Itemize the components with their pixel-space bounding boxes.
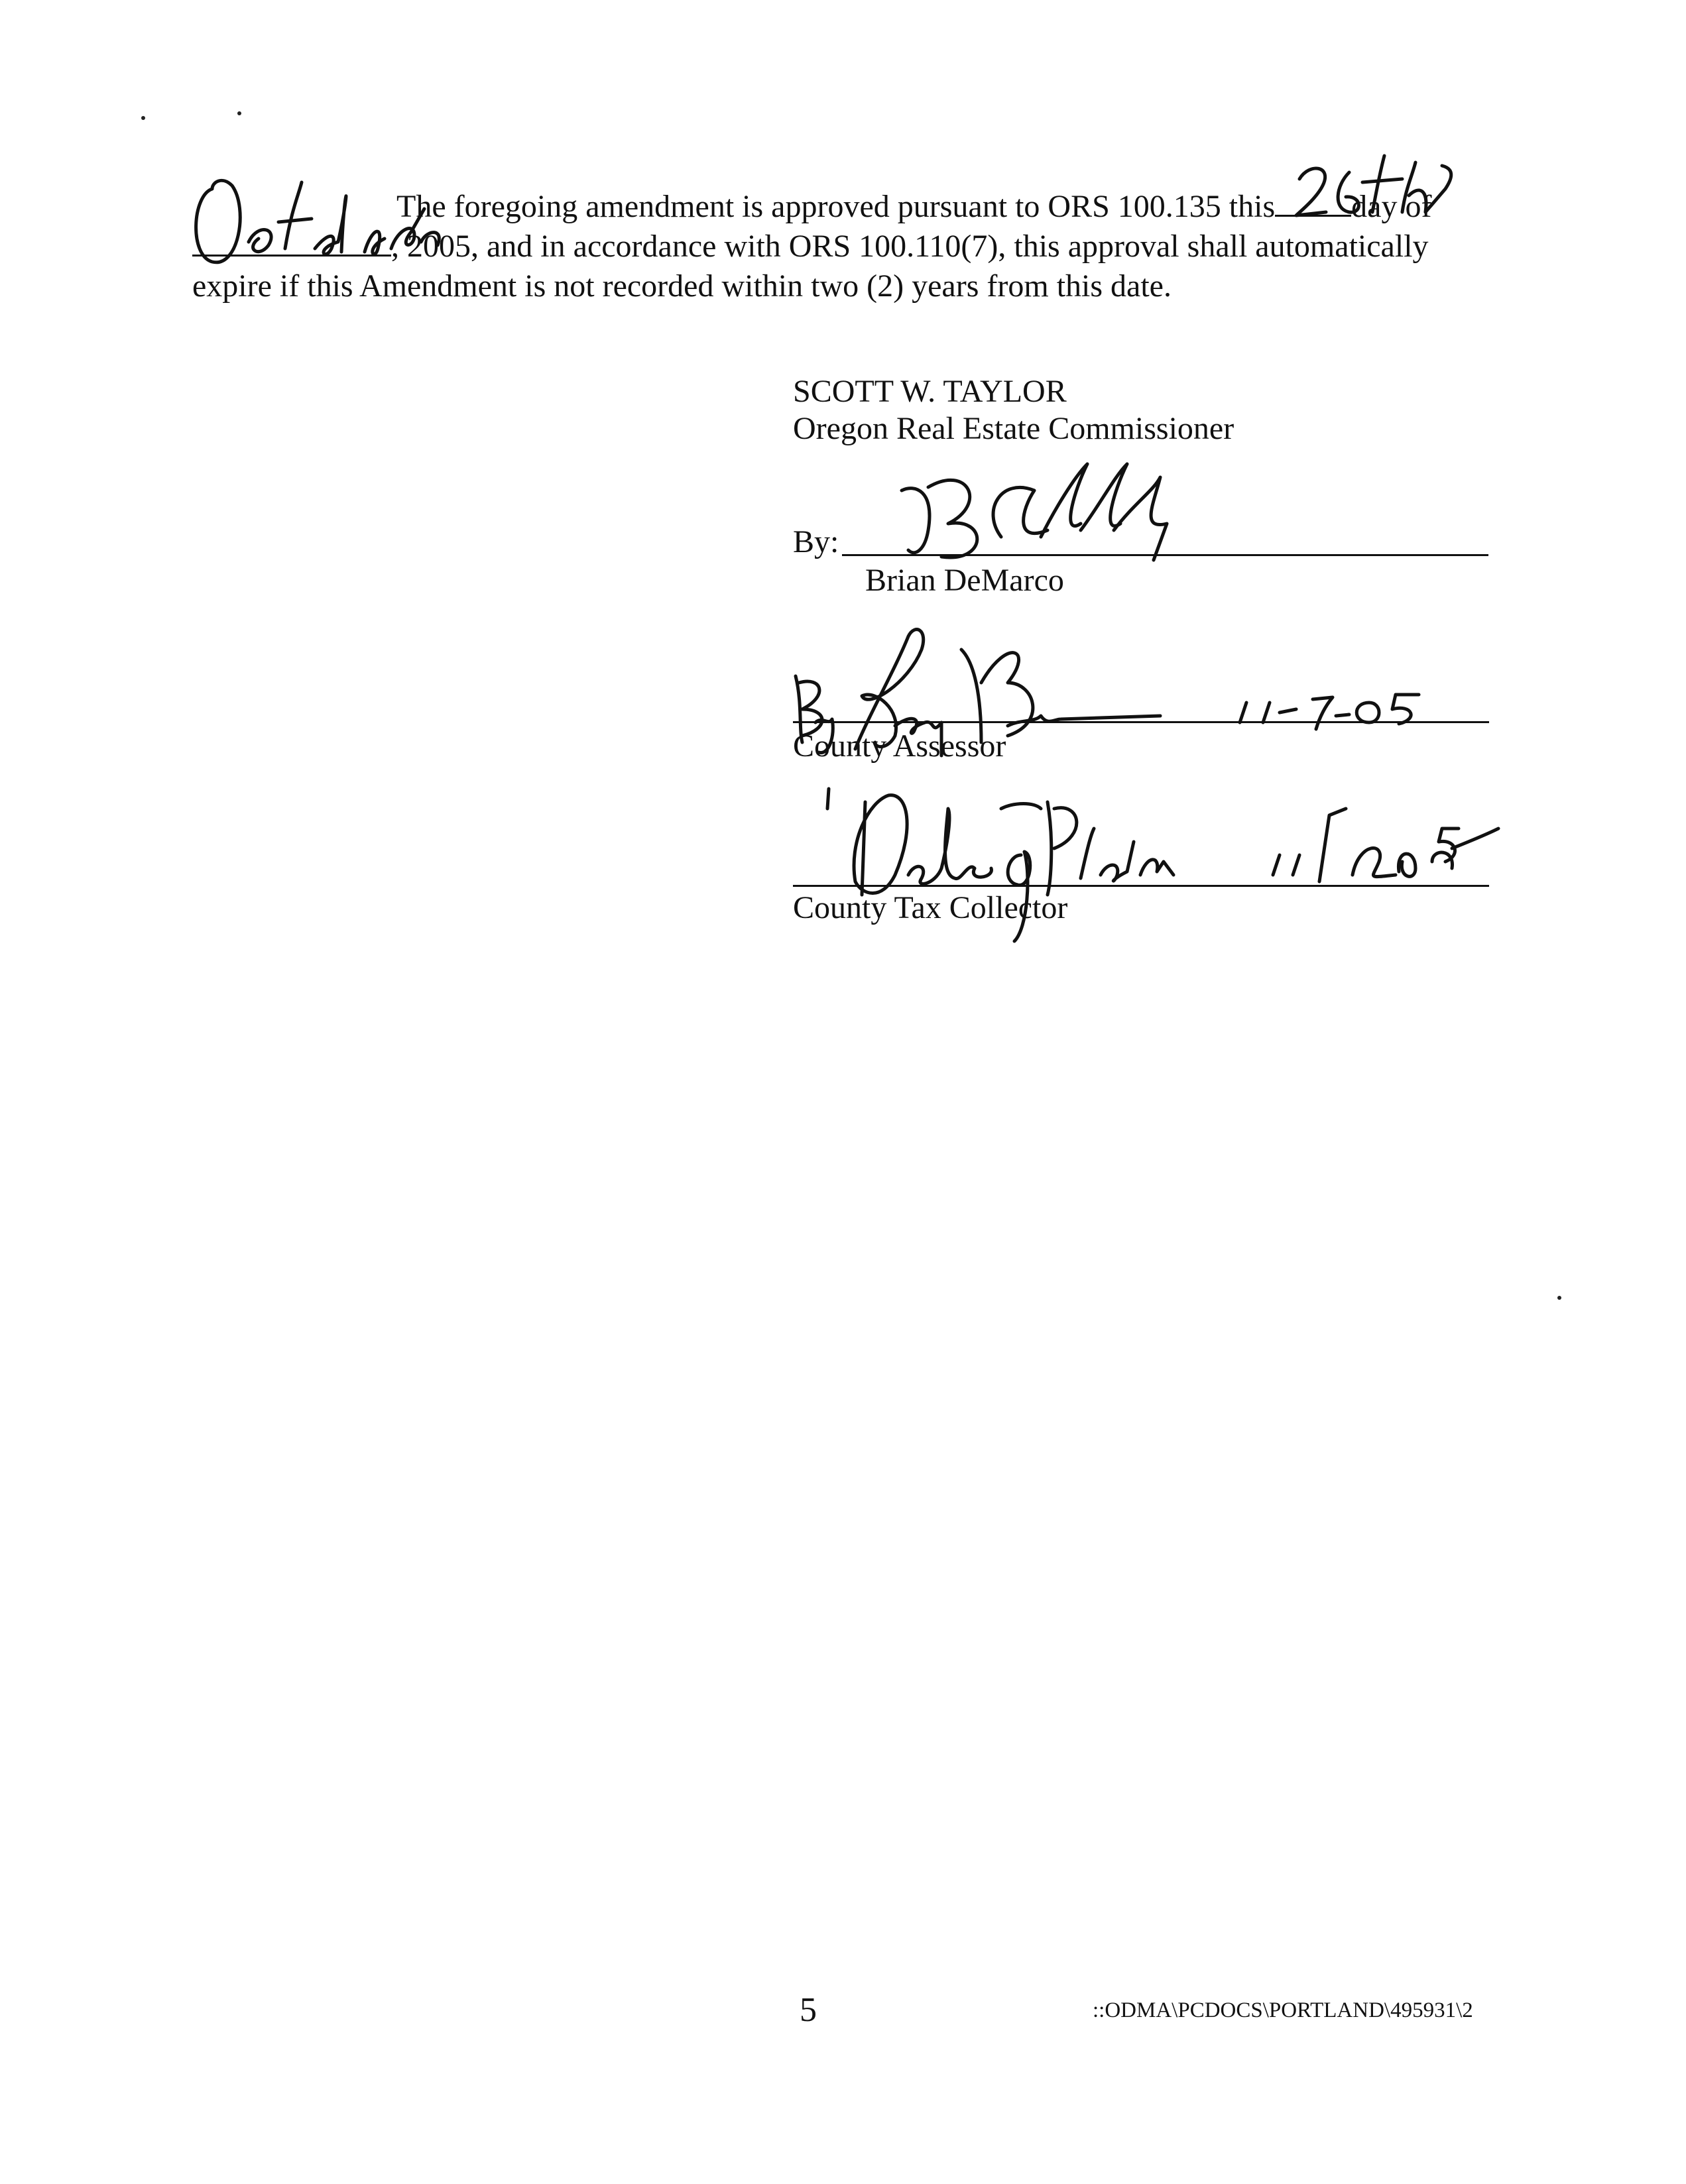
- scan-speck: [237, 111, 241, 115]
- scan-speck: [1557, 1296, 1561, 1300]
- handwritten-day: [1286, 149, 1459, 229]
- tax-collector-signature: [815, 762, 1512, 961]
- assessor-label: County Assessor: [793, 728, 1006, 764]
- by-label: By:: [793, 524, 839, 559]
- scan-speck: [141, 116, 145, 120]
- approval-line-3: expire if this Amendment is not recorded within two (2) years from this date.: [192, 268, 1172, 304]
- commissioner-signer: Brian DeMarco: [865, 563, 1064, 598]
- approval-line-1: [396, 187, 1431, 227]
- commissioner-name: SCOTT W. TAYLOR: [793, 374, 1067, 409]
- document-path: ::ODMA\PCDOCS\PORTLAND\495931\2: [1093, 1998, 1473, 2022]
- commissioner-title: Oregon Real Estate Commissioner: [793, 411, 1234, 446]
- commissioner-signature: [888, 451, 1193, 597]
- approval-line-1-suffix: day of: [1351, 189, 1432, 224]
- page-number: 5: [800, 1991, 817, 2029]
- approval-line-1-prefix: The foregoing amendment is approved pursuant to ORS 100.135 this: [396, 189, 1276, 224]
- approval-line-2-text: , 2005, and in accordance with ORS 100.110(7), this approval shall automatically: [391, 229, 1429, 264]
- assessor-signature: [782, 610, 1498, 762]
- handwritten-month: [186, 169, 464, 275]
- tax-collector-label: County Tax Collector: [793, 890, 1068, 925]
